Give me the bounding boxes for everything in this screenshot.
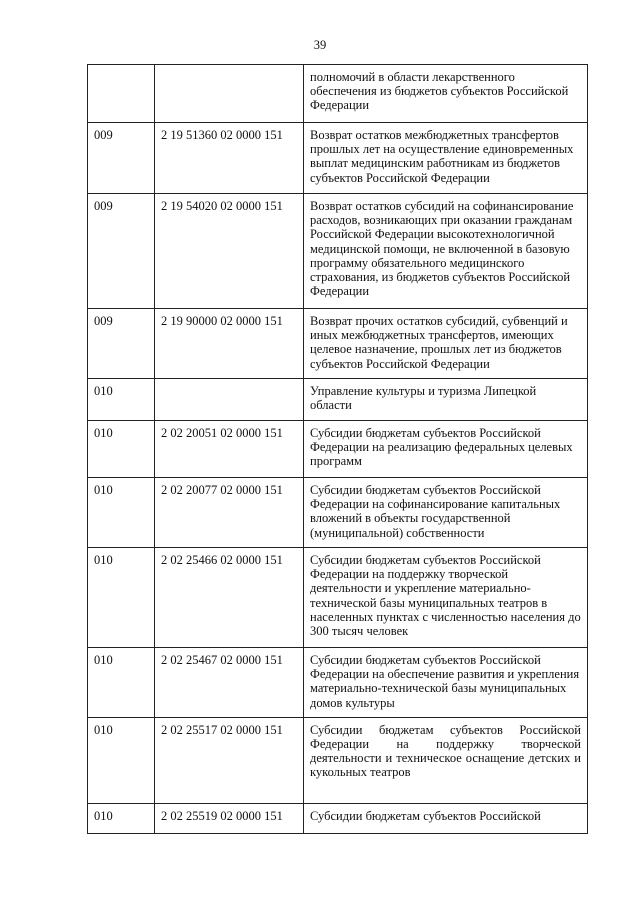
budget-code-cell: 2 19 51360 02 0000 151 [155,123,304,194]
admin-code-cell: 010 [88,478,155,548]
budget-code-cell: 2 02 25519 02 0000 151 [155,803,304,833]
table-row [88,548,588,648]
table-row [88,123,588,194]
description-cell: Возврат остатков межбюджетных трансфертов прошлых лет на осуществление единовременных выплат медицинским работникам из бюджетов субъектов Российской Федерации [304,123,588,194]
description-cell: Возврат прочих остатков субсидий, субвенций и иных межбюджетных трансфертов, имеющих целевое назначение, прошлых лет из бюджетов субъектов Российской Федерации [304,309,588,379]
admin-code-cell: 010 [88,803,155,833]
table-row [88,421,588,478]
admin-code-cell: 009 [88,309,155,379]
admin-code-cell: 009 [88,123,155,194]
budget-classification-table [87,64,588,834]
description-cell: Субсидии бюджетам субъектов Российской Федерации на софинансирование капитальных вложений в объекты государственной (муниципальной) собственности [304,478,588,548]
budget-code-cell: 2 19 54020 02 0000 151 [155,194,304,309]
table-row [88,648,588,718]
budget-code-cell: 2 02 25466 02 0000 151 [155,548,304,648]
admin-code-cell: 010 [88,548,155,648]
table-row [88,379,588,421]
admin-code-cell: 010 [88,648,155,718]
description-cell: Субсидии бюджетам субъектов Российской Федерации на обеспечение развития и укрепления материально-технической базы муниципальных домов культуры [304,648,588,718]
description-cell: полномочий в области лекарственного обеспечения из бюджетов субъектов Российской Федерации [304,65,588,123]
admin-code-cell: 010 [88,421,155,478]
budget-code-cell [155,379,304,421]
description-cell: Субсидии бюджетам субъектов Российской Федерации на поддержку творческой деятельности и техническое оснащение детских и кукольных театров [304,717,588,803]
description-cell: Возврат остатков субсидий на софинансирование расходов, возникающих при оказании гражданам Российской Федерации высокотехнологичной медицинской помощи, не включенной в базовую программу обязательного медицинского страхования, из бюджетов субъектов Российской Федерации [304,194,588,309]
description-cell: Управление культуры и туризма Липецкой области [304,379,588,421]
budget-code-cell: 2 02 25467 02 0000 151 [155,648,304,718]
description-cell: Субсидии бюджетам субъектов Российской Федерации на поддержку творческой деятельности и укрепление материально-технической базы муниципальных театров в населенных пунктах с численностью населения до 300 тысяч человек [304,548,588,648]
table-row [88,194,588,309]
description-cell: Субсидии бюджетам субъектов Российской Федерации на реализацию федеральных целевых программ [304,421,588,478]
budget-code-cell: 2 02 25517 02 0000 151 [155,717,304,803]
budget-code-cell: 2 02 20077 02 0000 151 [155,478,304,548]
table-row [88,309,588,379]
admin-code-cell: 010 [88,379,155,421]
admin-code-cell: 009 [88,194,155,309]
description-cell: Субсидии бюджетам субъектов Российской [304,803,588,833]
table-row [88,478,588,548]
budget-code-cell: 2 19 90000 02 0000 151 [155,309,304,379]
table-row [88,803,588,833]
budget-code-cell [155,65,304,123]
admin-code-cell [88,65,155,123]
admin-code-cell: 010 [88,717,155,803]
budget-code-cell: 2 02 20051 02 0000 151 [155,421,304,478]
page-number: 39 [313,38,327,52]
table-row [88,65,588,123]
table-row [88,717,588,803]
